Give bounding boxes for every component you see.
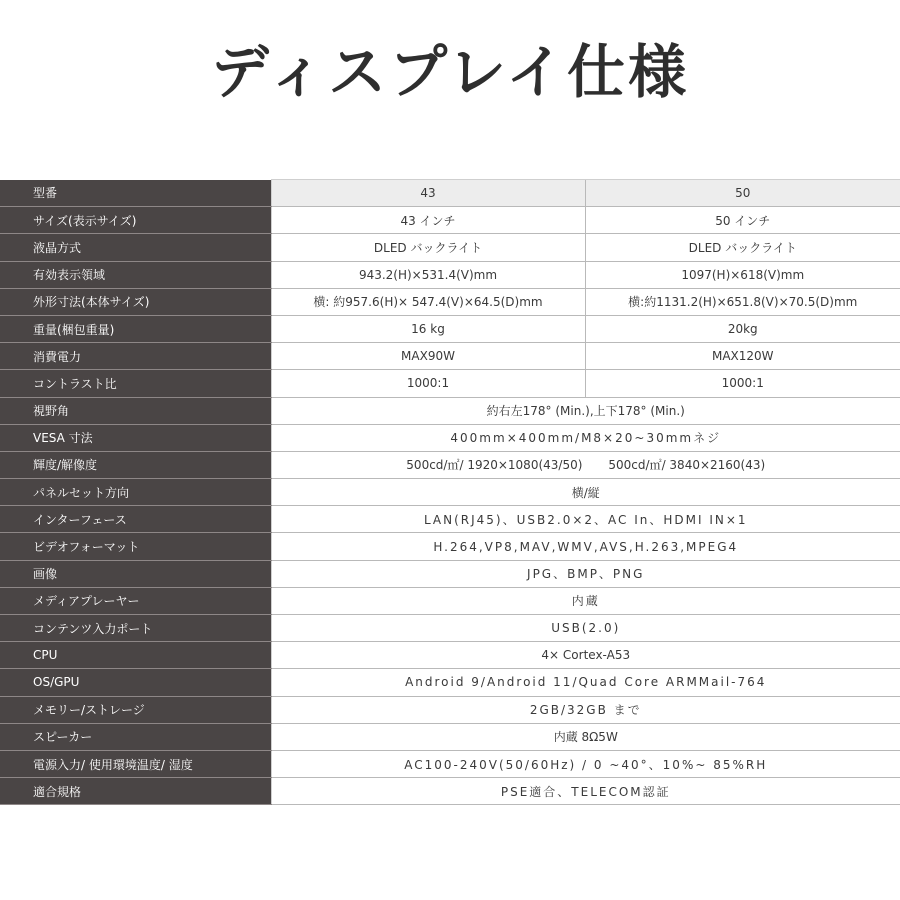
value-43: 943.2(H)×531.4(V)mm (271, 261, 585, 288)
table-row (0, 778, 900, 805)
page-title: ディスプレイ仕様 (210, 38, 690, 106)
value-43: 43 インチ (271, 207, 585, 234)
table-row (0, 506, 900, 533)
value-merged: 400mm×400mm/M8×20~30mmネジ (271, 424, 900, 451)
value-50: DLED バックライト (585, 234, 900, 261)
table-row (0, 315, 900, 342)
value-50: 50 インチ (585, 207, 900, 234)
row-label: OS/GPU (0, 669, 271, 696)
row-label: インターフェース (0, 506, 271, 533)
value-merged: 内蔵 8Ω5W (271, 723, 900, 750)
table-row (0, 261, 900, 288)
value-merged: Android 9/Android 11/Quad Core ARMMail-764 (271, 669, 900, 696)
row-label: 画像 (0, 560, 271, 587)
value-merged: 4× Cortex-A53 (271, 642, 900, 669)
table-row (0, 451, 900, 478)
value-50: 横:約1131.2(H)×651.8(V)×70.5(D)mm (585, 288, 900, 315)
value-50: 1097(H)×618(V)mm (585, 261, 900, 288)
row-label: メモリー/ストレージ (0, 696, 271, 723)
brightness-4k: 500cd/㎡/ 3840×2160(43) (608, 458, 766, 473)
row-label: 有効表示領域 (0, 261, 271, 288)
row-label: サイズ(表示サイズ) (0, 207, 271, 234)
row-label: 電源入力/ 使用環境温度/ 湿度 (0, 750, 271, 777)
value-merged: 横/縦 (271, 479, 900, 506)
table-row (0, 533, 900, 560)
table-row (0, 723, 900, 750)
row-label: 適合規格 (0, 778, 271, 805)
table-row (0, 669, 900, 696)
row-label: 消費電力 (0, 343, 271, 370)
table-row (0, 479, 900, 506)
row-label: CPU (0, 642, 271, 669)
value-43: DLED バックライト (271, 234, 585, 261)
value-43: MAX90W (271, 343, 585, 370)
value-merged: AC100-240V(50/60Hz) / 0 ~40°、10%~ 85%RH (271, 750, 900, 777)
model-43-cell: 43 (271, 180, 585, 207)
row-label: スピーカー (0, 723, 271, 750)
brightness-fhd: 500cd/㎡/ 1920×1080(43/50) (406, 458, 583, 473)
row-label: 視野角 (0, 397, 271, 424)
row-label: 液晶方式 (0, 234, 271, 261)
row-label: ビデオフォーマット (0, 533, 271, 560)
header-label: 型番 (0, 180, 271, 207)
value-merged: USB(2.0) (271, 615, 900, 642)
row-label: メディアプレーヤー (0, 587, 271, 614)
table-header-row (0, 180, 900, 207)
value-merged: PSE適合、TELECOM認証 (271, 778, 900, 805)
value-50: 1000:1 (585, 370, 900, 397)
table-row (0, 370, 900, 397)
table-row (0, 560, 900, 587)
table-row (0, 288, 900, 315)
table-row (0, 207, 900, 234)
row-label: 外形寸法(本体サイズ) (0, 288, 271, 315)
value-43: 16 kg (271, 315, 585, 342)
table-row (0, 587, 900, 614)
value-43: 横: 約957.6(H)× 547.4(V)×64.5(D)mm (271, 288, 585, 315)
value-merged: H.264,VP8,MAV,WMV,AVS,H.263,MPEG4 (271, 533, 900, 560)
row-label: コンテンツ入力ポート (0, 615, 271, 642)
value-50: MAX120W (585, 343, 900, 370)
table-row (0, 642, 900, 669)
table-row (0, 234, 900, 261)
row-label: 重量(梱包重量) (0, 315, 271, 342)
row-label: コントラスト比 (0, 370, 271, 397)
row-label: パネルセット方向 (0, 479, 271, 506)
table-row (0, 615, 900, 642)
spec-table (0, 179, 900, 805)
value-merged: 2GB/32GB まで (271, 696, 900, 723)
value-43: 1000:1 (271, 370, 585, 397)
table-row (0, 343, 900, 370)
value-merged: LAN(RJ45)、USB2.0×2、AC In、HDMI IN×1 (271, 506, 900, 533)
row-label: VESA 寸法 (0, 424, 271, 451)
table-row (0, 750, 900, 777)
row-label: 輝度/解像度 (0, 451, 271, 478)
table-row (0, 424, 900, 451)
table-row (0, 397, 900, 424)
table-row (0, 696, 900, 723)
value-merged: JPG、BMP、PNG (271, 560, 900, 587)
value-merged: 約右左178° (Min.),上下178° (Min.) (271, 397, 900, 424)
model-50-cell: 50 (585, 180, 900, 207)
value-merged: 内蔵 (271, 587, 900, 614)
value-50: 20kg (585, 315, 900, 342)
brightness-values (271, 451, 900, 478)
